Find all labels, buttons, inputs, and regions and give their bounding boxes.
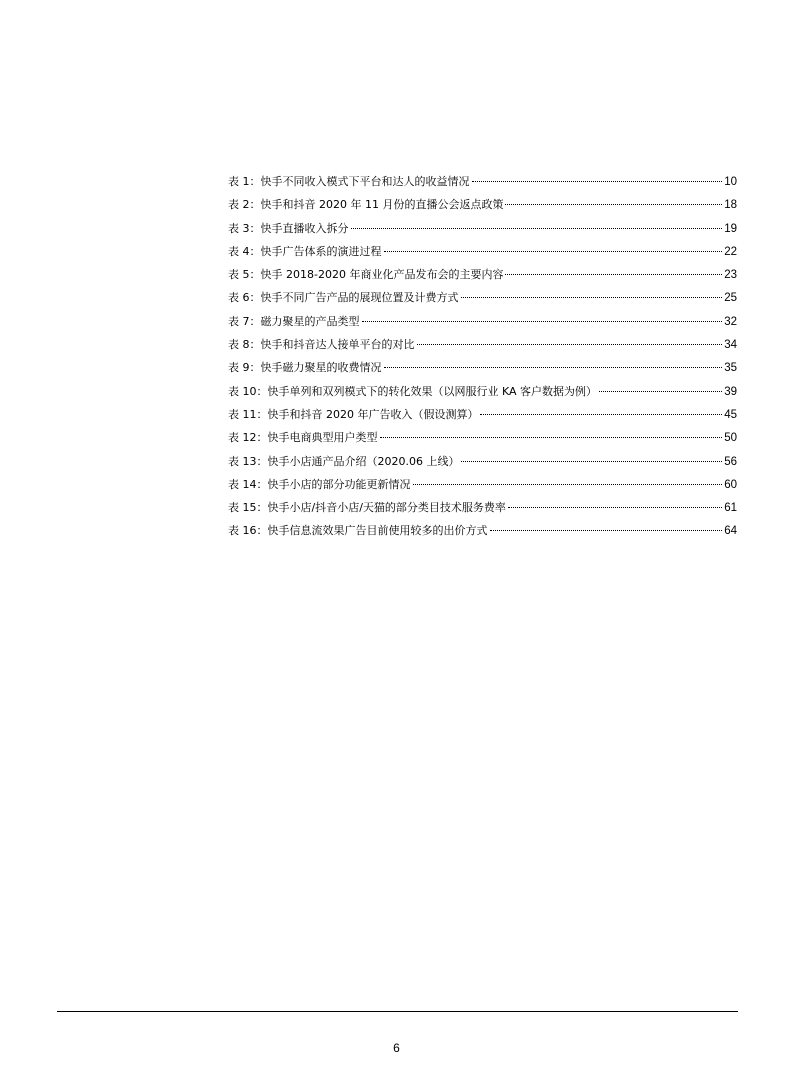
toc-entry[interactable]	[228, 406, 737, 429]
toc-entry[interactable]	[228, 359, 737, 382]
toc-entry-label: 表 10：快手单列和双列模式下的转化效果（以网服行业 KA 客户数据为例）	[228, 384, 598, 398]
toc-entry-label: 表 12：快手电商典型用户类型	[228, 431, 378, 445]
toc-dot-leader	[599, 391, 722, 392]
toc-dot-leader	[351, 228, 723, 229]
toc-dot-leader	[384, 251, 723, 252]
toc-dot-leader	[472, 181, 723, 182]
toc-entry-page: 64	[724, 525, 737, 538]
toc-entry-label: 表 4：快手广告体系的演进过程	[228, 244, 382, 258]
toc-entry[interactable]	[228, 220, 737, 243]
toc-entry-page: 25	[724, 292, 737, 305]
toc-entry-page: 18	[724, 199, 737, 212]
toc-entry-label: 表 5：快手 2018-2020 年商业化产品发布会的主要内容	[228, 268, 504, 282]
toc-entry[interactable]	[228, 336, 737, 359]
toc-entry-label: 表 1：快手不同收入模式下平台和达人的收益情况	[228, 175, 470, 188]
toc-dot-leader	[417, 344, 723, 345]
toc-entry[interactable]	[228, 429, 737, 452]
footer-divider	[57, 1011, 738, 1012]
toc-entry-page: 34	[724, 339, 737, 352]
toc-entry-page: 32	[724, 315, 737, 328]
toc-entry-page: 10	[724, 176, 737, 188]
toc-entry[interactable]	[228, 243, 737, 266]
toc-entry-page: 22	[724, 245, 737, 258]
toc-dot-leader	[505, 204, 722, 205]
toc-entry[interactable]	[228, 522, 737, 545]
toc-dot-leader	[461, 461, 722, 462]
toc-dot-leader	[480, 414, 722, 415]
toc-dot-leader	[505, 274, 722, 275]
toc-entry-page: 56	[724, 455, 737, 468]
toc-entry-label: 表 8：快手和抖音达人接单平台的对比	[228, 338, 415, 352]
toc-entry-page: 23	[724, 269, 737, 282]
toc-entry-label: 表 13：快手小店通产品介绍（2020.06 上线）	[228, 454, 460, 468]
page-number: 6	[393, 1041, 400, 1055]
toc-entry[interactable]	[228, 266, 737, 289]
toc-entry-page: 19	[724, 222, 737, 235]
toc-dot-leader	[413, 484, 723, 485]
toc-entry-page: 39	[724, 385, 737, 398]
toc-entry-page: 50	[724, 432, 737, 445]
toc-dot-leader	[362, 321, 723, 322]
toc-entry-label: 表 14：快手小店的部分功能更新情况	[228, 477, 411, 491]
toc-entry-page: 45	[724, 408, 737, 421]
toc-entry-label: 表 15：快手小店/抖音小店/天猫的部分类目技术服务费率	[228, 501, 506, 515]
toc-entry-label: 表 11：快手和抖音 2020 年广告收入（假设测算）	[228, 407, 479, 421]
toc-entry-label: 表 2：快手和抖音 2020 年 11 月份的直播公会返点政策	[228, 198, 504, 212]
toc-entry-page: 35	[724, 362, 737, 375]
toc-entry[interactable]	[228, 383, 737, 406]
toc-entry-label: 表 9：快手磁力聚星的收费情况	[228, 361, 382, 375]
toc-entry[interactable]	[228, 196, 737, 219]
toc-dot-leader	[380, 437, 723, 438]
toc-dot-leader	[508, 507, 722, 508]
table-of-figures	[228, 173, 737, 546]
toc-entry[interactable]	[228, 289, 737, 312]
toc-entry[interactable]	[228, 499, 737, 522]
toc-entry-label: 表 16：快手信息流效果广告目前使用较多的出价方式	[228, 524, 488, 538]
toc-entry-label: 表 7：磁力聚星的产品类型	[228, 314, 360, 328]
toc-entry[interactable]	[228, 476, 737, 499]
toc-entry-page: 60	[724, 478, 737, 491]
toc-entry[interactable]	[228, 313, 737, 336]
toc-entry-label: 表 6：快手不同广告产品的展现位置及计费方式	[228, 291, 459, 305]
toc-dot-leader	[490, 530, 723, 531]
toc-entry-label: 表 3：快手直播收入拆分	[228, 221, 349, 235]
toc-entry[interactable]	[228, 173, 737, 196]
toc-dot-leader	[384, 367, 723, 368]
toc-dot-leader	[461, 297, 723, 298]
toc-entry[interactable]	[228, 453, 737, 476]
toc-entry-page: 61	[724, 502, 737, 515]
